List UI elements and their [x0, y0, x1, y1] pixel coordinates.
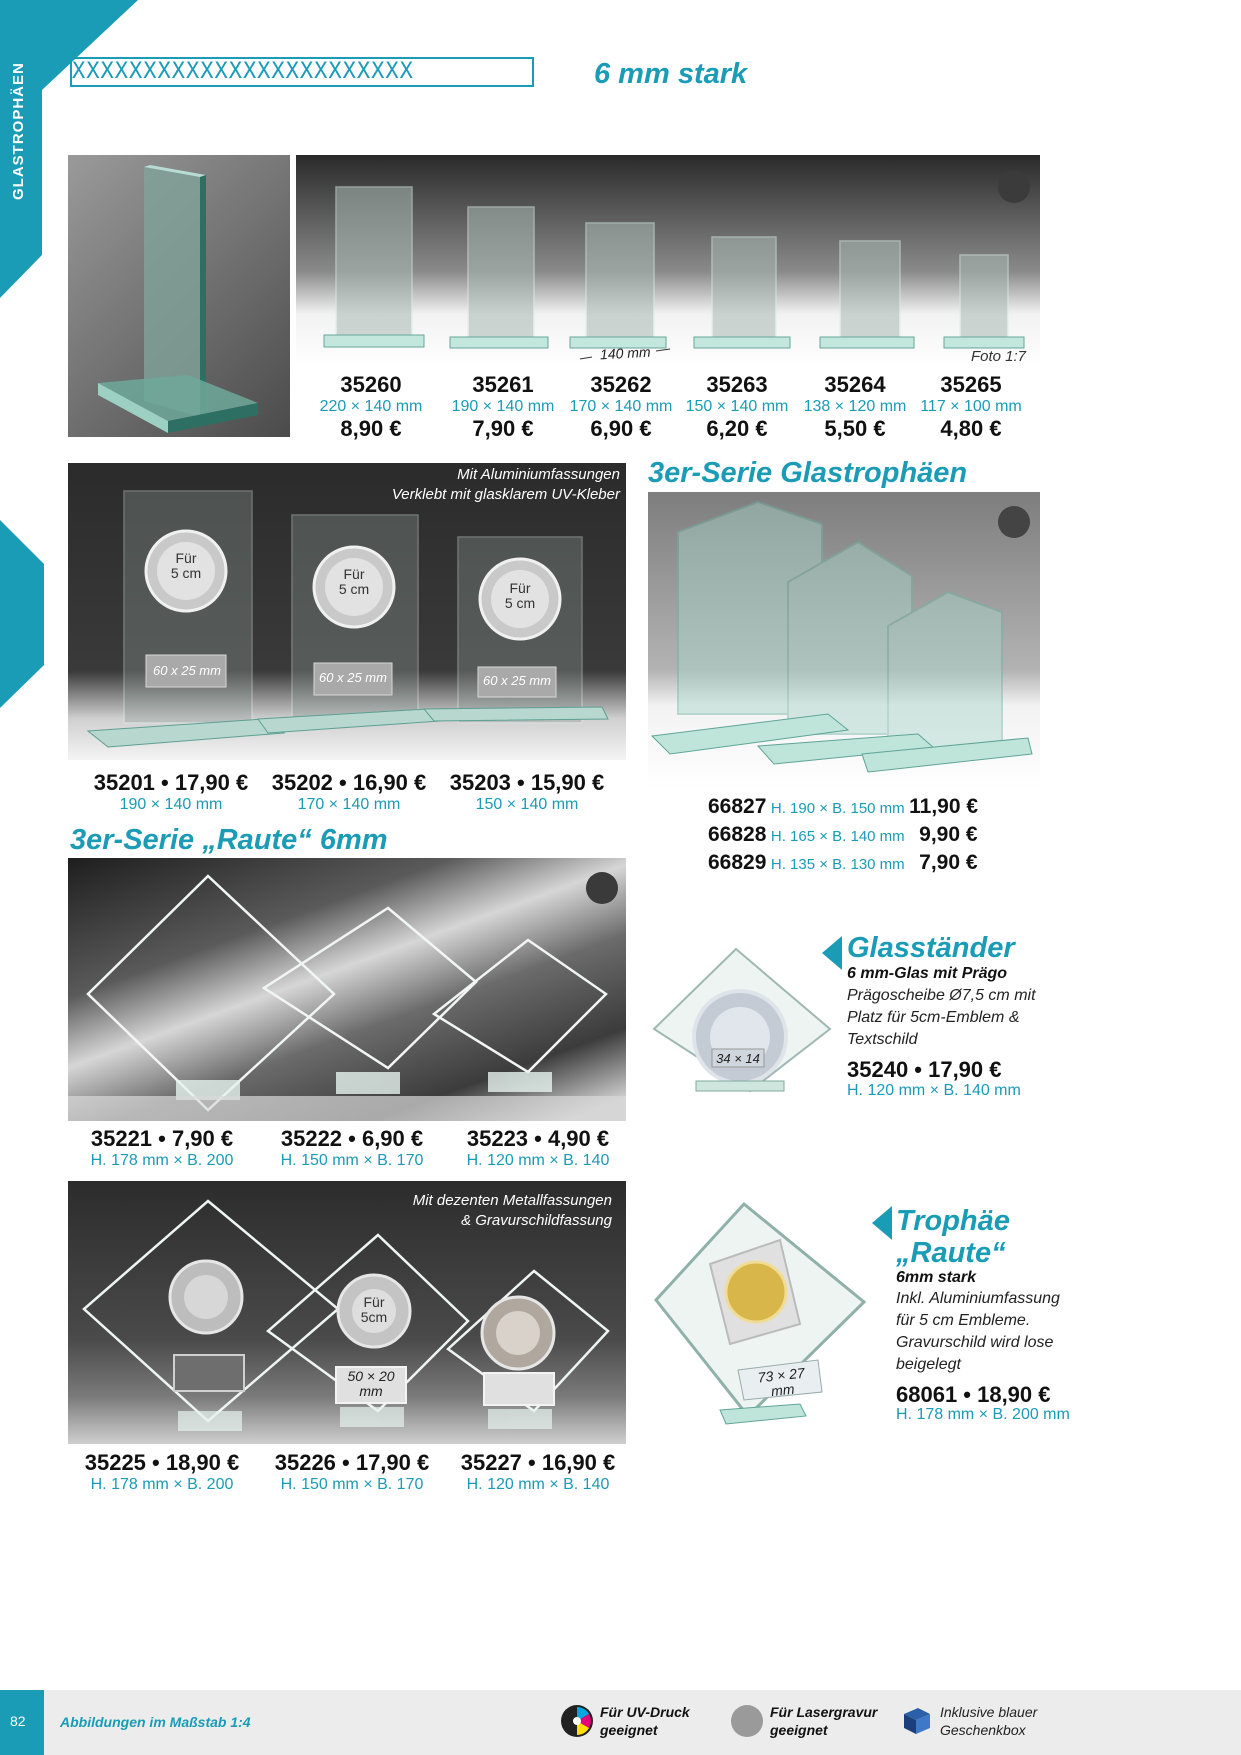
glasstaender-subtitle: 6 mm-Glas mit Prägo	[847, 965, 1008, 982]
trophae-product: 68061 • 18,90 €	[896, 1382, 1051, 1407]
trophae-arrow-icon	[872, 1206, 894, 1240]
alu-product-3: 35203 • 15,90 € 150 × 140 mm	[449, 770, 605, 813]
glasstaender-description: Prägoscheibe Ø7,5 cm mit Platz für 5cm-Emblem & Textschild	[847, 987, 1036, 1048]
top-product-5: 35264 138 × 120 mm 5,50 €	[803, 372, 907, 441]
metal-plate-label: 50 × 20 mm	[347, 1368, 395, 1399]
glas-product-1: 66827 H. 190 × B. 150 mm 11,90 €	[708, 795, 979, 818]
trophae-dims: H. 178 mm × B. 200 mm	[896, 1406, 1070, 1423]
footer-scale-note: Abbildungen im Maßstab 1:4	[60, 1714, 251, 1730]
alu-emblem-label-3: Für 5 cm	[504, 580, 536, 611]
glas-product-3: 66829 H. 135 × B. 130 mm 7,90 €	[708, 851, 978, 874]
glasstaender-plate-label: 34 × 14	[716, 1051, 760, 1066]
glas-series-title: 3er-Serie Glastrophäen	[648, 457, 968, 489]
header-title-box: XXXXXXXXXXXXXXXXXXXXXXXX	[70, 57, 534, 87]
photo-single-trophy	[68, 155, 290, 437]
foto-scale-note: Foto 1:7	[970, 348, 1026, 365]
alu-plate-label-3: 60 x 25 mm	[483, 673, 551, 688]
glasstaender-dims: H. 120 mm × B. 140 mm	[847, 1082, 1021, 1099]
top-product-6: 35265 117 × 100 mm 4,80 €	[920, 372, 1022, 441]
metal-product-2: 35226 • 17,90 € H. 150 mm × B. 170	[274, 1450, 430, 1493]
alu-emblem-label-1: Für 5 cm	[170, 550, 202, 581]
page-number: 82	[10, 1713, 26, 1729]
alu-plate-label-1: 60 x 25 mm	[153, 663, 221, 678]
glasstaender-product: 35240 • 17,90 €	[847, 1057, 1002, 1082]
trophae-description: Inkl. Aluminiumfassung für 5 cm Embleme. Gravurschild wird lose beigelegt	[896, 1290, 1060, 1373]
raute-product-2: 35222 • 6,90 € H. 150 mm × B. 170	[280, 1126, 424, 1169]
photo-glasstaender	[650, 945, 840, 1103]
photo-raute-series	[68, 858, 626, 1121]
metal-product-3: 35227 • 16,90 € H. 120 mm × B. 140	[460, 1450, 616, 1493]
footer-bar	[0, 1690, 1241, 1755]
top-product-4: 35263 150 × 140 mm 6,20 €	[685, 372, 789, 441]
photo-alu-series	[68, 463, 626, 760]
metal-product-1: 35225 • 18,90 € H. 178 mm × B. 200	[84, 1450, 240, 1493]
alu-product-2: 35202 • 16,90 € 170 × 140 mm	[271, 770, 427, 813]
metal-caption: Mit dezenten Metallfassungen & Gravurschildfassung	[412, 1192, 612, 1229]
raute-product-3: 35223 • 4,90 € H. 120 mm × B. 140	[466, 1126, 610, 1169]
trophae-subtitle: 6mm stark	[896, 1269, 977, 1286]
top-product-3: 35262 170 × 140 mm 6,90 €	[569, 372, 673, 441]
photo-trophae-raute	[650, 1200, 870, 1436]
trophae-title: Trophäe „Raute“	[896, 1205, 1010, 1269]
gift-box-icon	[900, 1702, 934, 1738]
alu-product-1: 35201 • 17,90 € 190 × 140 mm	[93, 770, 249, 813]
gift-box-label: Inklusive blauer Geschenkbox	[940, 1704, 1038, 1738]
side-tab-marker	[0, 520, 50, 710]
alu-emblem-label-2: Für 5 cm	[338, 566, 370, 597]
uv-print-label: Für UV-Druck geeignet	[600, 1704, 690, 1738]
metal-emblem-label: Für 5cm	[360, 1294, 388, 1325]
photo-six-trophies	[296, 155, 1040, 367]
photo-glas-series	[648, 492, 1040, 789]
uv-print-icon	[560, 1704, 594, 1738]
top-product-1: 35260 220 × 140 mm 8,90 €	[319, 372, 423, 441]
raute-product-1: 35221 • 7,90 € H. 178 mm × B. 200	[90, 1126, 234, 1169]
laser-engraving-icon	[730, 1704, 764, 1738]
side-tab-label: GLASTROPHÄEN	[10, 62, 27, 200]
glas-product-list	[708, 794, 1008, 878]
laser-engraving-label: Für Lasergravur geeignet	[770, 1704, 878, 1738]
alu-plate-label-2: 60 x 25 mm	[319, 670, 387, 685]
glasstaender-arrow-icon	[822, 936, 844, 970]
header-subtitle: 6 mm stark	[594, 58, 748, 90]
trophae-plate-label: 73 × 27 mm	[756, 1364, 806, 1400]
alu-caption: Mit Aluminiumfassungen Verklebt mit glasklarem UV-Kleber	[391, 466, 620, 503]
glas-product-2: 66828 H. 165 × B. 140 mm 9,90 €	[708, 823, 978, 846]
glasstaender-title: Glasständer	[847, 932, 1015, 964]
raute-series-title: 3er-Serie „Raute“ 6mm	[70, 824, 388, 856]
top-product-2: 35261 190 × 140 mm 7,90 €	[451, 372, 555, 441]
dim-label-140: 140 mm	[599, 343, 651, 363]
photo-metal-series	[68, 1181, 626, 1444]
